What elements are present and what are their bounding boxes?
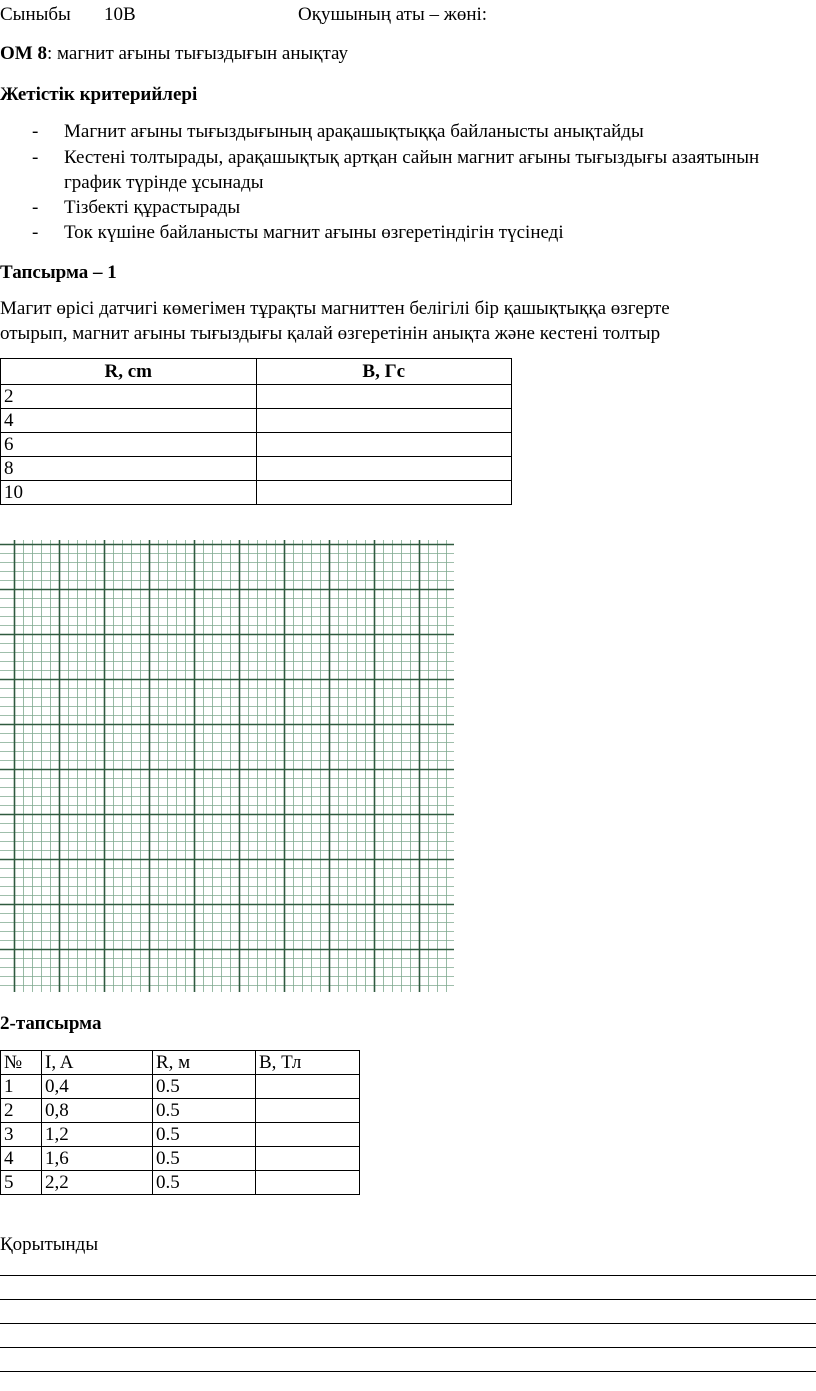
table-cell: 1,2: [42, 1123, 153, 1147]
table-cell: 6: [1, 433, 257, 457]
table-cell: 0,8: [42, 1099, 153, 1123]
table-row: [1, 1123, 360, 1147]
table-cell: 4: [1, 409, 257, 433]
table-row: [1, 1147, 360, 1171]
table-cell: 0.5: [153, 1123, 256, 1147]
column-header: №: [1, 1051, 42, 1075]
table-cell: 4: [1, 1147, 42, 1171]
table-cell: 10: [1, 481, 257, 505]
table-row: [1, 433, 512, 457]
answer-cell[interactable]: [256, 1099, 360, 1123]
criteria-item: Кестені толтырады, арақашықтық артқан сайын магнит ағыны тығыздығы азаятынын: [64, 147, 760, 168]
graph-paper[interactable]: [0, 540, 456, 992]
answer-cell[interactable]: [256, 1147, 360, 1171]
conclusion-label: Қорытынды: [0, 1234, 99, 1255]
table-header-row: [1, 1051, 360, 1075]
answer-line[interactable]: [0, 1323, 816, 1324]
criteria-bullet: -: [32, 121, 39, 142]
task1-title: Тапсырма – 1: [0, 262, 117, 283]
table-cell: 0.5: [153, 1099, 256, 1123]
criteria-bullet: -: [32, 147, 39, 168]
column-header: I, A: [42, 1051, 153, 1075]
task1-text: отырып, магнит ағыны тығыздығы қалай өзгеретінін анықта және кестені толтыр: [0, 323, 661, 344]
student-name-label: Оқушының аты – жөні:: [298, 4, 488, 25]
table-cell: 3: [1, 1123, 42, 1147]
table-header-row: [1, 359, 512, 385]
table-cell: 1,6: [42, 1147, 153, 1171]
class-value: 10В: [104, 4, 136, 25]
criteria-title: Жетістік критерийлері: [0, 84, 198, 105]
table-row: [1, 457, 512, 481]
table-row: [1, 1075, 360, 1099]
answer-cell[interactable]: [256, 1075, 360, 1099]
table-cell: 2: [1, 1099, 42, 1123]
answer-cell[interactable]: [256, 457, 511, 481]
table-cell: 0.5: [153, 1147, 256, 1171]
task2-table: [0, 1050, 360, 1195]
table-cell: 5: [1, 1171, 42, 1195]
task1-text: Магит өрісі датчигі көмегімен тұрақты магниттен белігілі бір қашықтыққа өзгерте: [0, 298, 670, 319]
task2-title: 2-тапсырма: [0, 1013, 102, 1034]
answer-cell[interactable]: [256, 1171, 360, 1195]
answer-line[interactable]: [0, 1275, 816, 1276]
table-cell: 2: [1, 385, 257, 409]
objective: [0, 43, 348, 65]
criteria-item-continued: график түрінде ұсынады: [64, 172, 264, 193]
objective-text: : магнит ағыны тығыздығын анықтау: [46, 43, 348, 64]
criteria-bullet: -: [32, 222, 39, 243]
answer-cell[interactable]: [256, 433, 511, 457]
criteria-item: Тізбекті құрастырады: [64, 197, 241, 218]
criteria-bullet: -: [32, 197, 39, 218]
column-header: R, cm: [1, 359, 257, 385]
answer-cell[interactable]: [256, 385, 511, 409]
table-row: [1, 1099, 360, 1123]
table-cell: 8: [1, 457, 257, 481]
table-cell: 0.5: [153, 1171, 256, 1195]
answer-line[interactable]: [0, 1371, 816, 1372]
criteria-item: Ток күшіне байланысты магнит ағыны өзгеретіндігін түсінеді: [64, 222, 564, 243]
criteria-item: Магнит ағыны тығыздығының арақашықтыққа байланысты анықтайды: [64, 121, 644, 142]
answer-cell[interactable]: [256, 1123, 360, 1147]
column-header: B, Гс: [256, 359, 511, 385]
table-cell: 0,4: [42, 1075, 153, 1099]
answer-line[interactable]: [0, 1299, 816, 1300]
table-cell: 2,2: [42, 1171, 153, 1195]
column-header: R, м: [153, 1051, 256, 1075]
table-row: [1, 481, 512, 505]
table-cell: 0.5: [153, 1075, 256, 1099]
task1-table: [0, 358, 512, 505]
objective-code: ОМ 8: [0, 43, 47, 64]
table-row: [1, 1171, 360, 1195]
table-row: [1, 385, 512, 409]
answer-line[interactable]: [0, 1347, 816, 1348]
class-label: Сыныбы: [0, 4, 71, 25]
answer-cell[interactable]: [256, 409, 511, 433]
column-header: B, Тл: [256, 1051, 360, 1075]
table-cell: 1: [1, 1075, 42, 1099]
answer-cell[interactable]: [256, 481, 511, 505]
table-row: [1, 409, 512, 433]
